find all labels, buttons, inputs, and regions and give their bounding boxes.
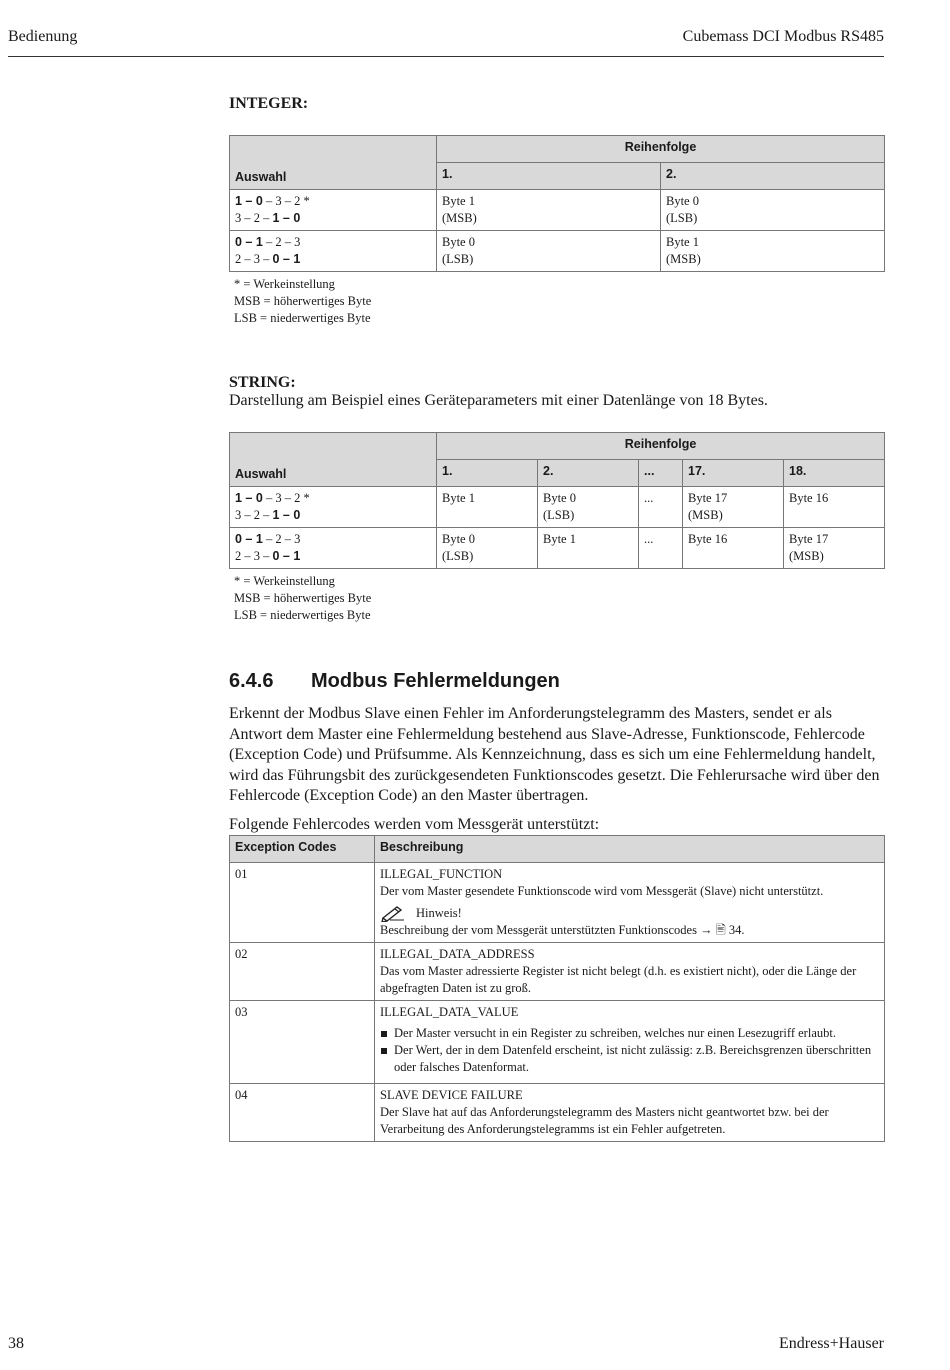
col-group-reihenfolge: Reihenfolge — [437, 136, 885, 163]
section-number: 6.4.6 — [229, 670, 274, 692]
string-section — [229, 374, 884, 624]
header-section: Bedienung — [8, 28, 78, 45]
selection-cell: 0 – 1 – 2 – 3 2 – 3 – 0 – 1 — [230, 528, 437, 569]
section-title: Modbus Fehlermeldungen — [311, 670, 560, 692]
header-divider — [8, 56, 884, 57]
table-row — [230, 487, 885, 528]
table-row — [230, 1084, 885, 1142]
col-1: 1. — [437, 460, 538, 487]
note: Hinweis! — [380, 904, 879, 922]
col-18: 18. — [784, 460, 885, 487]
exception-code: 03 — [230, 1001, 375, 1084]
order-cell: Byte 0 (LSB) — [437, 528, 538, 569]
order-cell: Byte 0 (LSB) — [538, 487, 639, 528]
col-2: 2. — [538, 460, 639, 487]
pencil-note-icon — [380, 904, 406, 922]
order-cell: Byte 17 (MSB) — [784, 528, 885, 569]
order-cell: ... — [639, 487, 683, 528]
integer-title: INTEGER: — [229, 95, 309, 112]
section-heading — [229, 670, 560, 693]
exception-table — [229, 835, 885, 1142]
list-item: Der Master versucht in ein Register zu schreiben, welches nur einen Lesezugriff erlaubt. — [394, 1025, 879, 1042]
exception-description: ILLEGAL_DATA_ADDRESS Das vom Master adressierte Register ist nicht belegt (d.h. es existiert nicht), oder die Länge der abgefragten Daten ist zu groß. — [375, 943, 885, 1001]
section-body — [229, 704, 884, 1142]
table-row — [230, 943, 885, 1001]
table-row — [230, 863, 885, 943]
col-2: 2. — [661, 163, 885, 190]
selection-cell: 1 – 0 – 3 – 2 * 3 – 2 – 1 – 0 — [230, 190, 437, 231]
order-cell: Byte 17 (MSB) — [683, 487, 784, 528]
order-cell: Byte 16 — [683, 528, 784, 569]
order-cell: Byte 1 (MSB) — [437, 190, 661, 231]
table-row — [230, 190, 885, 231]
integer-footnotes: * = Werkeinstellung MSB = höherwertiges Byte LSB = niederwertiges Byte — [234, 277, 372, 325]
string-intro: Darstellung am Beispiel eines Geräteparameters mit einer Datenlänge von 18 Bytes. — [229, 392, 768, 409]
list-item: Der Wert, der in dem Datenfeld erscheint, ist nicht zulässig: z.B. Bereichsgrenzen überschritten oder falsches Datenformat. — [394, 1042, 879, 1076]
exception-description: SLAVE DEVICE FAILURE Der Slave hat auf das Anforderungstelegramm des Masters nicht geantwortet bzw. bei der Verarbeitung des Anforderungstelegramms ist ein Fehler aufgetreten. — [375, 1084, 885, 1142]
table-row — [230, 1001, 885, 1084]
table-row — [230, 528, 885, 569]
selection-cell: 0 – 1 – 2 – 3 2 – 3 – 0 – 1 — [230, 231, 437, 272]
page-number: 38 — [8, 1335, 24, 1352]
selection-cell: 1 – 0 – 3 – 2 * 3 – 2 – 1 – 0 — [230, 487, 437, 528]
table-row — [230, 231, 885, 272]
exception-code: 02 — [230, 943, 375, 1001]
col-auswahl: Auswahl — [230, 136, 437, 190]
integer-table — [229, 135, 885, 272]
exception-code: 04 — [230, 1084, 375, 1142]
exception-code: 01 — [230, 863, 375, 943]
col-ellipsis: ... — [639, 460, 683, 487]
exception-description: ILLEGAL_FUNCTION Der vom Master gesendete Funktionscode wird vom Messgerät (Slave) nicht unterstützt. Hinweis! Beschreibung der vom Messgerät unterstützten Funktionscodes → 🖹 34. — [375, 863, 885, 943]
col-exception-codes: Exception Codes — [230, 836, 375, 863]
order-cell: Byte 1 — [538, 528, 639, 569]
col-17: 17. — [683, 460, 784, 487]
exception-description: ILLEGAL_DATA_VALUE Der Master versucht in ein Register zu schreiben, welches nur einen Lesezugriff erlaubt. Der Wert, der in dem Datenfeld erscheint, ist nicht zulässig: z.B. Bereichsgrenzen überschritten oder falsches Datenformat. — [375, 1001, 885, 1084]
order-cell: Byte 0 (LSB) — [437, 231, 661, 272]
col-beschreibung: Beschreibung — [375, 836, 885, 863]
string-footnotes: * = Werkeinstellung MSB = höherwertiges Byte LSB = niederwertiges Byte — [234, 574, 372, 622]
order-cell: Byte 0 (LSB) — [661, 190, 885, 231]
order-cell: Byte 1 — [437, 487, 538, 528]
section-lead: Folgende Fehlercodes werden vom Messgerät unterstützt: — [229, 815, 600, 833]
order-cell: Byte 16 — [784, 487, 885, 528]
col-1: 1. — [437, 163, 661, 190]
string-table — [229, 432, 885, 569]
order-cell: Byte 1 (MSB) — [661, 231, 885, 272]
section-paragraph: Erkennt der Modbus Slave einen Fehler im Anforderungstelegramm des Masters, sendet er als Antwort dem Master eine Fehlermeldung bestehend aus Slave-Adresse, Funktionscode, Fehlercode (Exception Code) und Prüfsumme. Als Kennzeichnung, dass es sich um eine Fehlermeldung handelt, wird das Führungsbit des zurückgesendeten Funktionscodes gesetzt. Die Fehlerursache wird über den Fehlercode (Exception Code) an den Master übertragen. — [229, 705, 880, 804]
integer-section — [229, 95, 884, 327]
col-auswahl: Auswahl — [230, 433, 437, 487]
string-title: STRING: — [229, 374, 296, 391]
bullet-list — [380, 1025, 879, 1076]
order-cell: ... — [639, 528, 683, 569]
col-group-reihenfolge: Reihenfolge — [437, 433, 885, 460]
brand-name: Endress+Hauser — [779, 1335, 884, 1352]
header-product: Cubemass DCI Modbus RS485 — [682, 28, 884, 45]
